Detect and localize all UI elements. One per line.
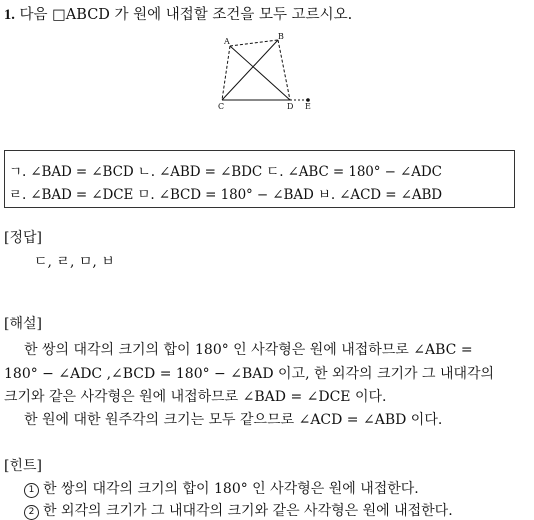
label-c: C xyxy=(218,102,225,111)
question-text: 다음 □ABCD 가 원에 내접할 조건을 모두 고르시오. xyxy=(19,7,353,23)
choices-box xyxy=(4,150,515,208)
question-number: 1. xyxy=(4,7,15,23)
diagonal-ad xyxy=(230,46,290,100)
side-ab xyxy=(230,40,278,46)
hint-item-2 xyxy=(24,500,453,520)
hint-marker-1: 1 xyxy=(24,483,39,498)
hint-marker-2: 2 xyxy=(24,505,39,520)
hint-text-1: 한 쌍의 대각의 크기의 합이 180° 인 사각형은 원에 내접한다. xyxy=(43,481,419,497)
choices-row-1: ㄱ. ∠BAD = ∠BCD ㄴ. ∠ABD = ∠BDC ㄷ. ∠ABC = 180° − ∠ADC xyxy=(9,164,442,180)
label-e: E xyxy=(305,102,311,111)
label-d: D xyxy=(287,102,294,111)
quadrilateral-figure xyxy=(210,28,320,118)
explanation-line-3: 크기와 같은 사각형은 원에 내접하므로 ∠BAD = ∠DCE 이다. xyxy=(4,389,387,405)
label-a: A xyxy=(224,37,230,46)
hint-heading: [힌트] xyxy=(4,458,42,474)
choices-row-2: ㄹ. ∠BAD = ∠DCE ㅁ. ∠BCD = 180° − ∠BAD ㅂ. ∠ACD = ∠ABD xyxy=(9,187,443,203)
diagonal-bc xyxy=(222,40,278,100)
explanation-heading: [해설] xyxy=(4,316,42,332)
side-ac xyxy=(222,46,230,100)
hint-text-2: 한 외각의 크기가 그 내대각의 크기와 같은 사각형은 원에 내접한다. xyxy=(43,503,453,519)
explanation-line-4: 한 원에 대한 원주각의 크기는 모두 같으므로 ∠ACD = ∠ABD 이다. xyxy=(24,412,443,428)
answer-text: ㄷ, ㄹ, ㅁ, ㅂ xyxy=(34,254,115,270)
label-b: B xyxy=(278,32,284,41)
hint-item-1 xyxy=(24,478,419,498)
answer-heading: [정답] xyxy=(4,230,42,246)
explanation-line-2: 180° − ∠ADC ,∠BCD = 180° − ∠BAD 이고, 한 외각의 크기가 그 내대각의 xyxy=(4,366,495,382)
explanation-line-1: 한 쌍의 대각의 크기의 합이 180° 인 사각형은 원에 내접하므로 ∠ABC = xyxy=(24,342,473,358)
question xyxy=(4,3,352,24)
